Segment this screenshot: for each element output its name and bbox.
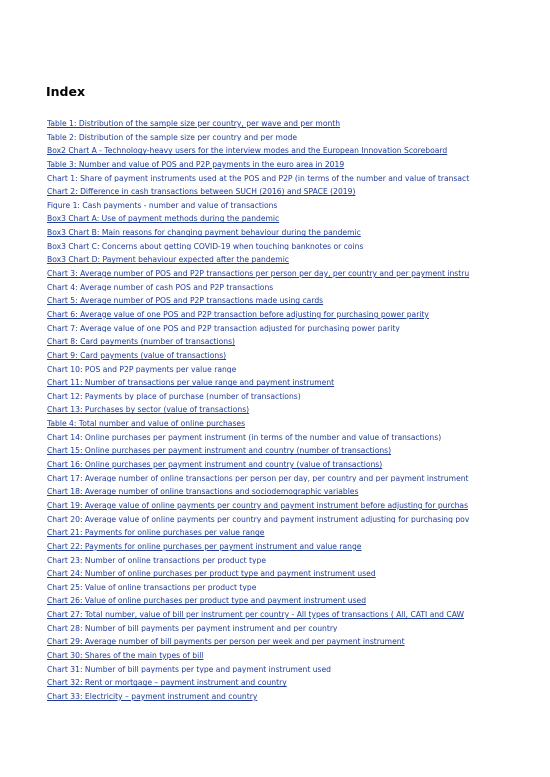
index-entry [47, 223, 488, 237]
index-entry [47, 250, 488, 264]
index-entry-link[interactable]: Box3 Chart D: Payment behaviour expected after the pandemic [47, 255, 289, 265]
index-entry-link[interactable]: Table 2: Distribution of the sample size per country and per mode [47, 132, 298, 142]
index-entry [47, 360, 488, 374]
index-entry [47, 237, 488, 251]
index-entry-link[interactable]: Chart 19: Average value of online payments per country and payment instrument before adjusting for purchas [47, 500, 469, 510]
index-entry [47, 291, 488, 305]
index-entry-link[interactable]: Chart 10: POS and P2P payments per value range [47, 364, 237, 374]
index-entry [47, 414, 488, 428]
index-entry [47, 687, 488, 701]
index-entry [47, 619, 488, 633]
index-entry [47, 551, 488, 565]
index-entry-link[interactable]: Chart 1: Share of payment instruments used at the POS and P2P (in terms of the number and value of transact [47, 173, 470, 183]
index-entry-link[interactable]: Box3 Chart B: Main reasons for changing payment behaviour during the pandemic [47, 228, 361, 237]
index-entry [47, 305, 488, 319]
index-entry [47, 332, 488, 346]
index-entry-link[interactable]: Chart 20: Average value of online payments per country and payment instrument adjusting for purchasing pov [47, 514, 470, 524]
index-entry [47, 660, 488, 674]
index-entry-link[interactable]: Chart 2: Difference in cash transactions between SUCH (2016) and SPACE (2019) [47, 187, 356, 196]
index-entry [47, 496, 488, 510]
index-entry [47, 673, 488, 687]
index-entry [47, 482, 488, 496]
index-entry [47, 278, 488, 292]
index-entry-link[interactable]: Table 3: Number and value of POS and P2P payments in the euro area in 2019 [47, 159, 345, 169]
index-entry-link[interactable]: Chart 9: Card payments (value of transactions) [47, 350, 227, 360]
index-entry-link[interactable]: Chart 25: Value of online transactions per product type [47, 582, 257, 592]
index-entry-link[interactable]: Chart 16: Online purchases per payment instrument and country (value of transactions) [47, 460, 383, 469]
index-entry [47, 428, 488, 442]
index-entry-link[interactable]: Figure 1: Cash payments - number and value of transactions [47, 200, 278, 210]
index-entry [47, 319, 488, 333]
index-entry-link[interactable]: Chart 4: Average number of cash POS and P2P transactions [47, 282, 274, 292]
index-entry-link[interactable]: Chart 8: Card payments (number of transactions) [47, 337, 236, 346]
index-entry-link[interactable]: Box3 Chart A: Use of payment methods during the pandemic [47, 214, 280, 224]
index-entry-link[interactable]: Chart 24: Number of online purchases per product type and payment instrument used [47, 569, 376, 578]
index-entry [47, 441, 488, 455]
index-entry-link[interactable]: Chart 30: Shares of the main types of bill [47, 650, 204, 660]
index-entry-link[interactable]: Chart 12: Payments by place of purchase (number of transactions) [47, 391, 301, 401]
index-entry-link[interactable]: Box3 Chart C: Concerns about getting COVID-19 when touching banknotes or coins [47, 241, 364, 251]
index-entry [47, 373, 488, 387]
index-entry-link[interactable]: Chart 31: Number of bill payments per type and payment instrument used [47, 664, 332, 674]
index-entry-link[interactable]: Chart 13: Purchases by sector (value of transactions) [47, 405, 250, 415]
index-entry-link[interactable]: Chart 11: Number of transactions per value range and payment instrument [47, 378, 335, 387]
page-title: Index [46, 84, 86, 99]
index-entry [47, 141, 488, 155]
index-entry-link[interactable]: Chart 15: Online purchases per payment instrument and country (number of transactions) [47, 446, 392, 456]
index-entry [47, 469, 488, 483]
index-entry [47, 564, 488, 578]
index-entry-link[interactable]: Chart 26: Value of online purchases per product type and payment instrument used [47, 596, 367, 606]
index-entry [47, 510, 488, 524]
index-entry-link[interactable]: Chart 21: Payments for online purchases per value range [47, 528, 265, 537]
index-entry-link[interactable]: Chart 18: Average number of online transactions and sociodemographic variables [47, 487, 359, 496]
index-entry [47, 455, 488, 469]
index-entry [47, 400, 488, 414]
index-entry-link[interactable]: Chart 7: Average value of one POS and P2P transaction adjusted for purchasing power parity [47, 323, 400, 333]
index-entry-link[interactable]: Chart 14: Online purchases per payment instrument (in terms of the number and value of transactions) [47, 432, 442, 442]
index-entry-link[interactable]: Chart 32: Rent or mortgage – payment instrument and country [47, 678, 287, 687]
index-entry [47, 196, 488, 210]
index-entry-link[interactable]: Chart 5: Average number of POS and P2P transactions made using cards [47, 296, 324, 305]
index-entry [47, 605, 488, 619]
index-entry [47, 264, 488, 278]
index-entry [47, 128, 488, 142]
index-entry-link[interactable]: Chart 27: Total number, value of bill per instrument per country - All types of transactions ( All, CATI and CAW [47, 610, 464, 619]
index-list [47, 114, 488, 701]
index-entry [47, 114, 488, 128]
index-entry-link[interactable]: Chart 28: Number of bill payments per payment instrument and per country [47, 623, 338, 633]
index-entry [47, 591, 488, 605]
index-entry [47, 646, 488, 660]
index-entry [47, 346, 488, 360]
index-entry-link[interactable]: Box2 Chart A - Technology-heavy users for the interview modes and the European Innovation Scoreboard [47, 146, 448, 155]
index-entry [47, 169, 488, 183]
index-entry-link[interactable]: Table 1: Distribution of the sample size per country, per wave and per month [47, 119, 341, 128]
index-entry-link[interactable]: Table 4: Total number and value of online purchases [47, 419, 246, 428]
index-entry-link[interactable]: Chart 23: Number of online transactions per product type [47, 555, 267, 565]
index-entry-link[interactable]: Chart 3: Average number of POS and P2P transactions per person per day, per country and per payment instru [47, 269, 470, 278]
index-entry-link[interactable]: Chart 29: Average number of bill payments per person per week and per payment instrument [47, 637, 405, 646]
index-entry [47, 523, 488, 537]
index-entry [47, 182, 488, 196]
index-entry-link[interactable]: Chart 17: Average number of online transactions per person per day, per country and per payment instrument [47, 473, 469, 483]
index-entry [47, 578, 488, 592]
index-entry [47, 387, 488, 401]
index-entry [47, 155, 488, 169]
index-entry [47, 209, 488, 223]
index-entry-link[interactable]: Chart 22: Payments for online purchases per payment instrument and value range [47, 541, 362, 551]
index-entry-link[interactable]: Chart 6: Average value of one POS and P2P transaction before adjusting for purchasing power parity [47, 309, 429, 319]
index-entry-link[interactable]: Chart 33: Electricity – payment instrument and country [47, 691, 258, 701]
index-entry [47, 632, 488, 646]
index-entry [47, 537, 488, 551]
